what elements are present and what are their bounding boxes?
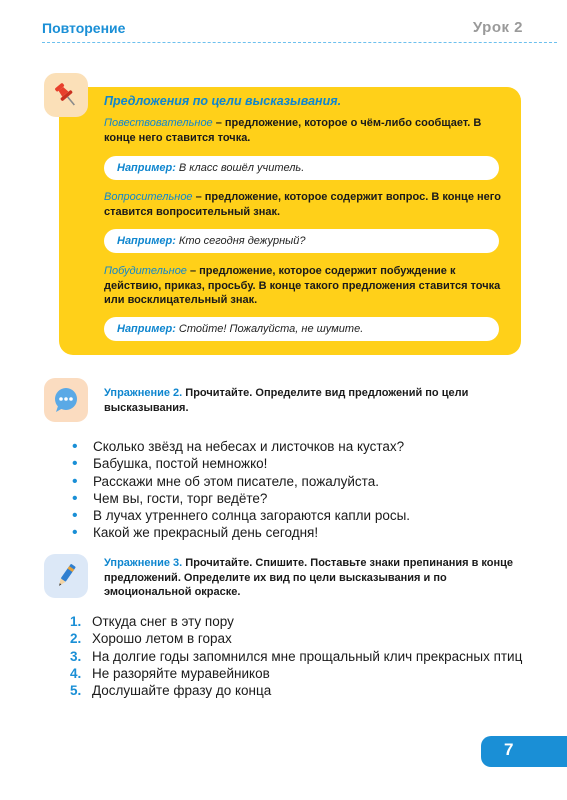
page-number: 7 [504,740,514,759]
list-item [70,648,525,665]
item-number: 5. [70,683,82,699]
rule-definition-imperative [104,264,504,308]
example-interrogative [104,229,499,253]
rule-definition-text: – предложение, которое о чём-либо сообщает. В конце него ставится точка. [104,117,482,144]
rule-term: Побудительное [104,265,187,277]
chat-bubble-icon [44,378,88,422]
example-text: Стойте! Пожалуйста, не шумите. [175,323,364,335]
list-item: • Расскажи мне об этом писателе, пожалуйста. [70,473,410,490]
list-item: • Какой же прекрасный день сегодня! [70,524,410,541]
item-text: На долгие годы запомнился мне прощальный клич прекрасных птиц [92,648,523,664]
list-item [70,682,525,699]
example-label: Например: [117,162,176,174]
list-item [70,665,525,682]
example-text: Кто сегодня дежурный? [175,235,306,247]
list-item: • Бабушка, постой немножко! [70,455,410,472]
example-imperative [104,317,499,341]
exercise-2-instruction: Прочитайте. Определите вид предложений по цели высказывания. [104,387,469,414]
item-text: Откуда снег в эту пору [92,614,234,629]
exercise-2-label: Упражнение 2. [104,387,183,399]
example-declarative [104,156,499,180]
pushpin-icon [44,73,88,117]
list-item [70,613,525,630]
list-item [70,630,525,647]
example-label: Например: [117,235,176,247]
page-number-tab [481,736,567,767]
lesson-title: Урок 2 [472,19,523,36]
rule-definition-text: – предложение, которое содержит побуждение к действию, приказ, просьбу. В конце такого предложения ставится точка или восклицательный знак. [104,265,501,306]
list-item: • Чем вы, гости, торг ведёте? [70,490,410,507]
exercise-2-sentences [70,438,410,542]
rule-definition-declarative [104,116,504,145]
list-item: • Сколько звёзд на небесах и листочков на кустах? [70,438,410,455]
rule-term: Вопросительное [104,191,193,203]
item-text: Дослушайте фразу до конца [92,683,272,699]
rule-term: Повествовательное [104,117,213,129]
item-number: 1. [70,614,82,629]
exercise-3-label: Упражнение 3. [104,557,183,569]
rule-definition-text: – предложение, которое содержит вопрос. В конце него ставится вопросительный знак. [104,191,501,218]
header-divider [42,42,557,43]
exercise-2-heading [104,386,514,415]
section-title: Повторение [42,20,126,36]
exercise-3-sentences [70,613,525,699]
rule-definition-interrogative [104,190,504,219]
example-label: Например: [117,323,176,335]
list-item: • В лучах утреннего солнца загораются капли росы. [70,507,410,524]
item-number: 2. [70,631,82,647]
rule-title: Предложения по цели высказывания. [104,94,342,108]
exercise-3-instruction: Прочитайте. Спишите. Поставьте знаки препинания в конце предложений. Определите их вид по цели высказывания и по эмоциональной окраске. [104,557,514,598]
exercise-3-heading [104,556,514,600]
item-number: 4. [70,665,82,681]
item-text: Хорошо летом в горах [92,631,232,647]
item-text: Не разоряйте муравейников [92,665,270,681]
item-number: 3. [70,648,82,664]
example-text: В класс вошёл учитель. [175,162,305,174]
pen-icon [44,554,88,598]
